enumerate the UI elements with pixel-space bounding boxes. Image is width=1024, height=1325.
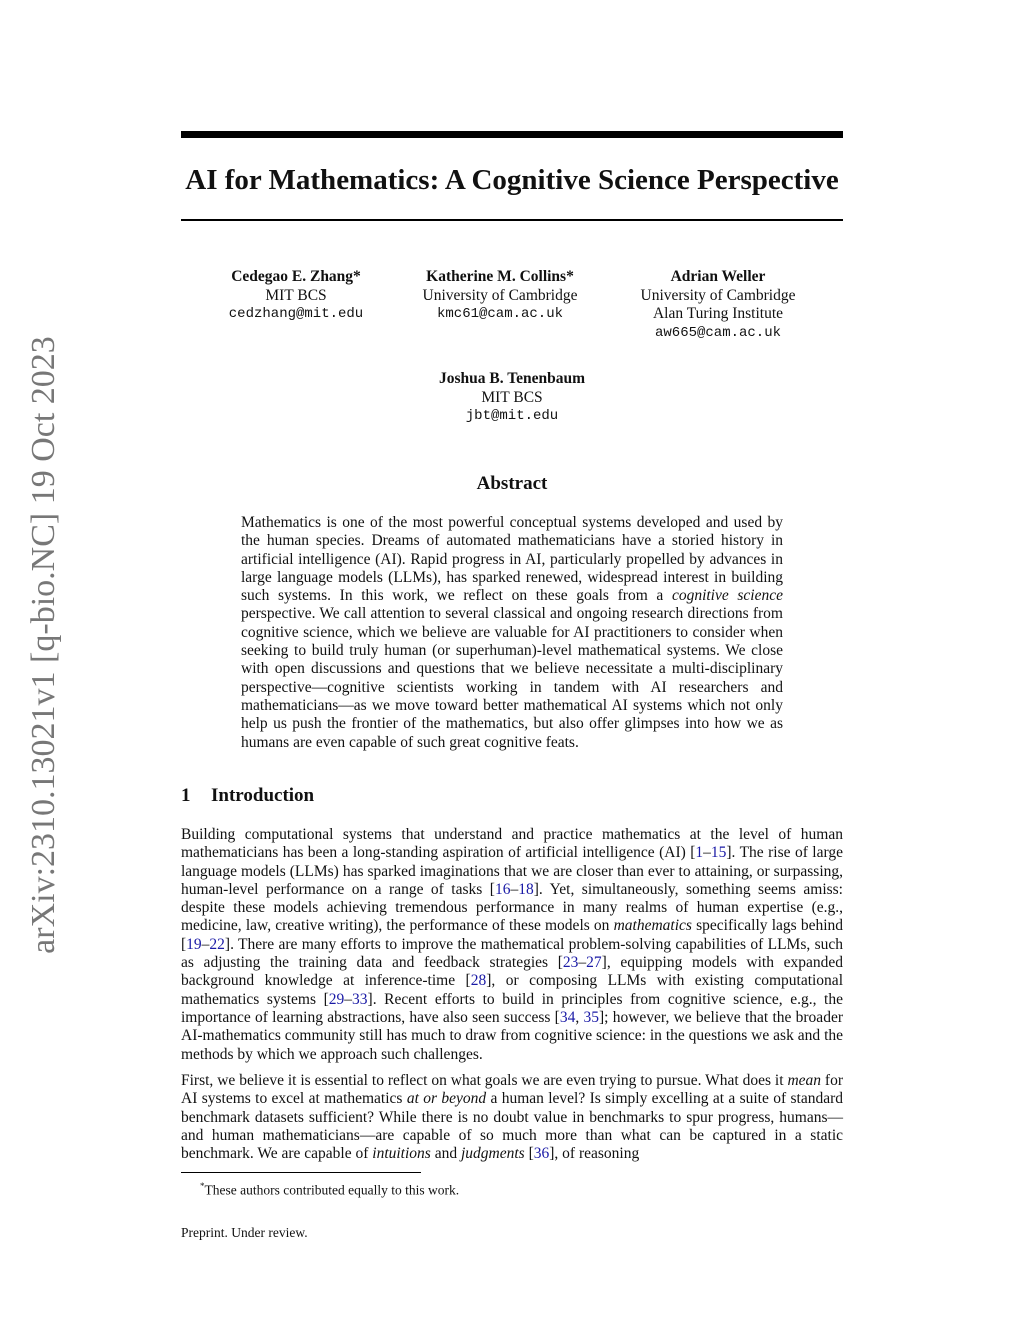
citation-link[interactable]: 1 — [695, 844, 704, 862]
author-affiliation: MIT BCS — [265, 286, 327, 304]
author-block — [618, 268, 818, 342]
citation-link[interactable]: 16 — [494, 880, 511, 898]
abstract-emphasis: cognitive science — [671, 587, 784, 605]
author-block — [206, 268, 386, 324]
emphasis: intuitions — [372, 1145, 431, 1163]
page-footer: Preprint. Under review. — [181, 1225, 308, 1240]
emphasis: judgments — [460, 1145, 525, 1163]
author-email: aw665@cam.ac.uk — [654, 324, 782, 341]
footnote-rule — [181, 1172, 421, 1173]
author-affiliation: University of Cambridge — [640, 286, 796, 304]
author-block — [412, 370, 612, 426]
author-affiliation: University of Cambridge — [422, 286, 578, 304]
author-name: Cedegao E. Zhang* — [231, 268, 361, 285]
citation-link[interactable]: 22 — [209, 935, 225, 953]
citation-link[interactable]: 18 — [518, 880, 534, 898]
author-email: cedzhang@mit.edu — [228, 306, 364, 322]
citation-link[interactable]: 19 — [186, 935, 202, 953]
emphasis: mean — [787, 1072, 822, 1089]
author-name: Katherine M. Collins* — [426, 268, 574, 285]
author-affiliation: MIT BCS — [481, 388, 543, 406]
citation-link[interactable]: 36 — [533, 1145, 550, 1163]
author-name: Joshua B. Tenenbaum — [438, 370, 586, 387]
author-name: Adrian Weller — [670, 268, 766, 285]
citation-link[interactable]: 29 — [328, 990, 345, 1008]
citation-link[interactable]: 35 — [583, 1008, 599, 1026]
abstract-text: Mathematics is one of the most powerful conceptual systems developed and used by the human species. Dreams of automated mathematicians have a storied history in artificial intelligence (AI). Rapid progress in AI, particularly propelled by advances in large language models (LLMs), has sparked renewed, widespread interest in building such systems. In this work, we reflect on these goals from a cognitive science perspective. We call attention to several classical and ongoing research directions from cognitive science, which we believe are valuable for AI practitioners to consider when seeking to build truly human (or superhuman)-level mathematical systems. We close with open discussions and questions that we believe necessitate a multi-disciplinary perspective—cognitive scientists working in tandem with AI researchers and mathematicians—as we move toward better mathematical AI systems which not only help us push the frontier of the mathematics, but also offer glimpses into how we as humans are even capable of such great cognitive feats. — [241, 514, 784, 751]
author-block — [400, 268, 600, 324]
section-number: 1 — [181, 785, 191, 806]
footnote-mark: * — [200, 1181, 205, 1191]
intro-paragraph-2: First, we believe it is essential to reflect on what goals we are even trying to pursue. What does it mean for AI systems to excel at mathematics at or beyond a human level? Is simply excelling at a suite of standard benchmark datasets sufficient? While there is no doubt value in benchmarks to spur progress, humans—and human mathematicians—are capable of so much more than what can be captured in a static benchmark. We are capable of intuitions and judgments [36], of reasoning — [181, 1072, 843, 1163]
abstract-heading: Abstract — [476, 473, 548, 494]
section-heading — [181, 784, 314, 808]
citation-link[interactable]: 23 — [562, 954, 579, 972]
intro-paragraph-1: Building computational systems that understand and practice mathematics at the level of human mathematicians has been a long-standing aspiration of artificial intelligence (AI) [1–15]. The rise of large language models (LLMs) has sparked imaginations that we are closer than ever to attaining, or surpassing, human-level performance on a range of tasks [16–18]. Yet, simultaneously, something seems amiss: despite these models achieving tremendous performance in many realms of human expertise (e.g., medicine, law, creative writing), the performance of these models on mathematics specifically lags behind [19–22]. There are many efforts to improve the mathematical problem-solving capabilities of LLMs, such as adjusting the training data and feedback strategies [23–27], equipping models with expanded background knowledge at inference-time [28], or composing LLMs with existing computational mathematics systems [29–33]. Recent efforts to build in principles from cognitive science, e.g., the importance of learning abstractions, have also seen success [34, 35]; however, we believe that the broader AI-mathematics community still has much to draw from cognitive science: in the questions we ask and the methods by which we approach such challenges. — [181, 826, 843, 1063]
emphasis: at or beyond — [406, 1090, 487, 1108]
citation-link[interactable]: 15 — [710, 844, 727, 862]
title-top-rule — [181, 131, 843, 138]
footnote — [200, 1177, 459, 1200]
citation-link[interactable]: 27 — [586, 954, 602, 972]
title-bottom-rule — [181, 219, 843, 221]
author-email: kmc61@cam.ac.uk — [436, 306, 564, 322]
citation-link[interactable]: 28 — [470, 972, 487, 990]
emphasis: mathematics — [613, 917, 692, 935]
author-email: jbt@mit.edu — [465, 408, 559, 424]
paper-title: AI for Mathematics: A Cognitive Science Perspective — [185, 164, 839, 196]
arxiv-side-label: arXiv:2310.13021v1 [q-bio.NC] 19 Oct 2023 — [25, 336, 62, 954]
citation-link[interactable]: 34 — [559, 1008, 576, 1026]
footnote-text: These authors contributed equally to this work. — [204, 1182, 460, 1198]
section-title: Introduction — [211, 785, 315, 806]
citation-link[interactable]: 33 — [352, 990, 368, 1008]
author-affiliation-secondary: Alan Turing Institute — [652, 305, 784, 322]
